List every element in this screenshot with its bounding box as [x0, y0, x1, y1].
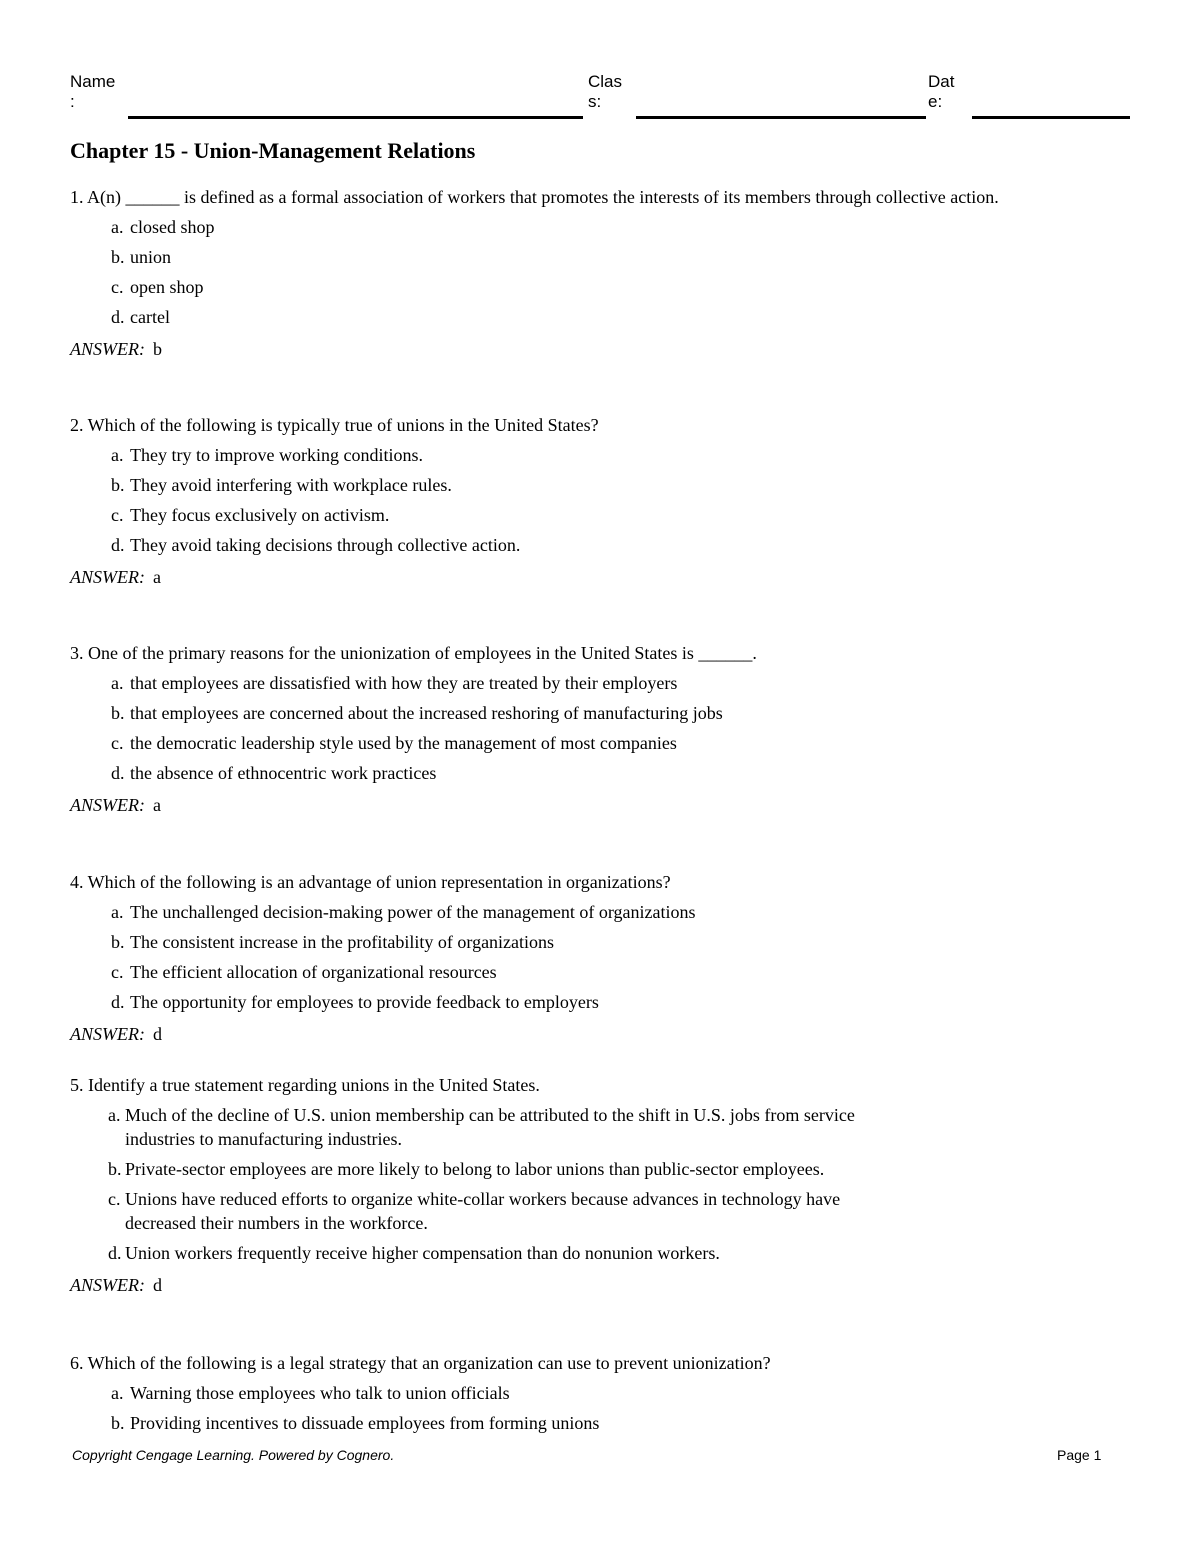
class-label: Clas s: — [588, 72, 623, 111]
date-label: Dat e: — [928, 72, 955, 111]
name-field[interactable] — [128, 116, 583, 119]
option-d: d. The opportunity for employees to provide feedback to employers — [111, 992, 599, 1012]
answer: ANSWER: a — [70, 567, 161, 587]
option-a: a. Much of the decline of U.S. union membership can be attributed to the shift in U.S. jobs from service industries to manufacturing industries. — [108, 1105, 855, 1149]
option-d: d. Union workers frequently receive higher compensation than do nonunion workers. — [108, 1243, 720, 1263]
option-a: a. The unchallenged decision-making power of the management of organizations — [111, 902, 696, 922]
option-c: c. the democratic leadership style used by the management of most companies — [111, 733, 677, 753]
question-stem: 3. One of the primary reasons for the unionization of employees in the United States is ______. — [70, 643, 757, 663]
option-a: a. that employees are dissatisfied with how they are treated by their employers — [111, 673, 678, 693]
option-b: b. The consistent increase in the profitability of organizations — [111, 932, 555, 952]
question-4 — [70, 870, 1130, 1046]
option-a: a. They try to improve working conditions. — [111, 445, 423, 465]
question-stem: 1. A(n) ______ is defined as a formal association of workers that promotes the interests of its members through collective action. — [70, 187, 999, 207]
option-c: c. open shop — [111, 277, 204, 297]
option-a: a. closed shop — [111, 217, 215, 237]
option-b: b. They avoid interfering with workplace rules. — [111, 475, 452, 495]
question-6 — [70, 1351, 1130, 1435]
page-title: Chapter 15 - Union-Management Relations — [70, 138, 476, 163]
option-c: c. Unions have reduced efforts to organize white-collar workers because advances in technology have decreased their numbers in the workforce. — [108, 1189, 841, 1233]
answer: ANSWER: d — [70, 1024, 162, 1044]
copyright-notice: Copyright Cengage Learning. Powered by Cognero. — [72, 1447, 395, 1463]
answer: ANSWER: b — [70, 339, 162, 359]
class-field[interactable] — [636, 116, 926, 119]
option-d: d. They avoid taking decisions through collective action. — [111, 535, 521, 555]
option-c: c. The efficient allocation of organizational resources — [111, 962, 497, 982]
question-2 — [70, 413, 1130, 589]
option-b: b. that employees are concerned about the increased reshoring of manufacturing jobs — [111, 703, 723, 723]
question-stem: 6. Which of the following is a legal strategy that an organization can use to prevent unionization? — [70, 1353, 771, 1373]
option-b: b. Private-sector employees are more likely to belong to labor unions than public-sector employees. — [108, 1159, 825, 1179]
question-1 — [70, 185, 1130, 361]
answer: ANSWER: a — [70, 795, 161, 815]
option-c: c. They focus exclusively on activism. — [111, 505, 390, 525]
option-b: b. union — [111, 247, 172, 267]
date-field[interactable] — [972, 116, 1130, 119]
question-stem: 4. Which of the following is an advantage of union representation in organizations? — [70, 872, 671, 892]
option-a: a. Warning those employees who talk to union officials — [111, 1383, 510, 1403]
option-d: d. cartel — [111, 307, 170, 327]
question-stem: 2. Which of the following is typically true of unions in the United States? — [70, 415, 599, 435]
question-5 — [70, 1073, 1130, 1297]
name-label: Name : — [70, 72, 116, 111]
option-b: b. Providing incentives to dissuade employees from forming unions — [111, 1413, 600, 1433]
question-stem: 5. Identify a true statement regarding unions in the United States. — [70, 1075, 540, 1095]
answer: ANSWER: d — [70, 1275, 162, 1295]
page-number: Page 1 — [1057, 1447, 1102, 1463]
option-d: d. the absence of ethnocentric work practices — [111, 763, 437, 783]
question-3 — [70, 641, 1130, 817]
